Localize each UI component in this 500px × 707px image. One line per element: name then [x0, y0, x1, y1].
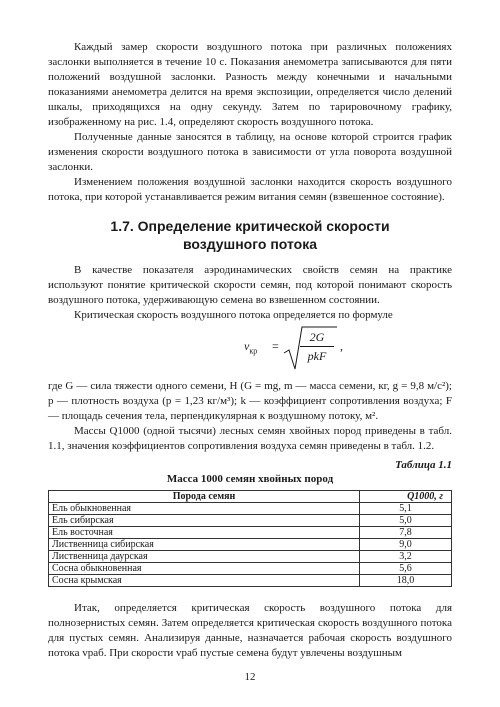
section-heading: [48, 217, 452, 253]
table-cell-name: Сосна крымская: [49, 575, 360, 587]
formula-fraction: [300, 328, 334, 365]
table-row: [49, 575, 452, 587]
paragraph: Полученные данные заносятся в таблицу, на основе которой строится график изменения скорости воздушного потока в зависимости от угла поворота воздушной заслонки.: [48, 131, 452, 173]
paragraph: Каждый замер скорости воздушного потока при различных положениях заслонки выполняется в течение 10 с. Показания анемометра записываются для пяти положений воздушной заслонки. Разность между конечными и начальными показаниями анемометра делится на время экспозиции, определяется число делений шкалы, приходящихся на одну секунду. Затем по тарировочному графику, изображенному на рис. 1.4, определяют скорость воздушного потока.: [48, 41, 452, 128]
table-row: [49, 539, 452, 551]
paragraph-definitions: где G — сила тяжести одного семени, Н (G = mg, m — масса семени, кг, g = 9,8 м/с²); p — плотность воздуха (p = 1,23 кг/м³); k — коэффициент сопротивления воздуха; F — площадь сечения тела, перпендикулярная к воздушному потоку, м².: [48, 380, 452, 422]
table-row: [49, 515, 452, 527]
paragraph: Изменением положения воздушной заслонки находится скорость воздушного потока, при которой устанавливается режим витания семян (взвешенное состояние).: [48, 176, 452, 203]
formula-lhs: $v_{кр}$: [244, 339, 258, 356]
table-header-name: Порода семян: [49, 491, 360, 503]
table-cell-value: 5,1: [360, 503, 452, 515]
table-header-row: [49, 491, 452, 503]
table-cell-name: Лиственница даурская: [49, 551, 360, 563]
formula-numerator: 2G: [300, 328, 334, 347]
paragraph: Критическая скорость воздушного потока определяется по формуле: [74, 309, 393, 321]
table-label: Таблица 1.1: [395, 459, 452, 471]
table-cell-name: Ель восточная: [49, 527, 360, 539]
table-cell-name: Лиственница сибирская: [49, 539, 360, 551]
formula-lhs-subscript: кр: [249, 346, 258, 356]
table-row: [49, 527, 452, 539]
document-page: [48, 40, 452, 661]
page-number: 12: [244, 671, 256, 683]
formula: [48, 325, 452, 375]
formula-comma: ,: [340, 339, 343, 353]
table-header-value: Q1000, г: [360, 491, 452, 503]
section-heading-line: воздушного потока: [182, 236, 318, 252]
formula-denominator: pkF: [307, 349, 327, 363]
formula-equals: =: [272, 339, 279, 353]
table-cell-value: 3,2: [360, 551, 452, 563]
paragraph: Массы Q1000 (одной тысячи) лесных семян хвойных пород приведены в табл. 1.1, значения коэффициентов сопротивления воздуха семян приведены в табл. 1.2.: [48, 425, 452, 452]
table-cell-value: 5,0: [360, 515, 452, 527]
paragraph: Итак, определяется критическая скорость воздушного потока для полнозернистых семян. Затем определяется критическая скорость воздушного потока для пустых семян. Анализируя данные, назначается рабочая скорость воздушного потока vраб. При скорости vраб пустые семена будут увлечены воздушным: [48, 602, 452, 659]
table-cell-value: 5,6: [360, 563, 452, 575]
table-cell-value: 9,0: [360, 539, 452, 551]
table-cell-value: 7,8: [360, 527, 452, 539]
table-cell-value: 18,0: [360, 575, 452, 587]
data-table: [48, 490, 452, 587]
table-cell-name: Ель сибирская: [49, 515, 360, 527]
table-cell-name: Ель обыкновенная: [49, 503, 360, 515]
table-title: Масса 1000 семян хвойных пород: [166, 473, 334, 485]
table-row: [49, 503, 452, 515]
paragraph: В качестве показателя аэродинамических свойств семян на практике используют понятие критической скорости семян, под которой понимают скорость воздушного потока, удерживающую семена во взвешенном состоянии.: [48, 264, 452, 306]
table-row: [49, 563, 452, 575]
table-cell-name: Сосна обыкновенная: [49, 563, 360, 575]
table-row: [49, 551, 452, 563]
section-heading-line: 1.7. Определение критической скорости: [110, 218, 390, 234]
